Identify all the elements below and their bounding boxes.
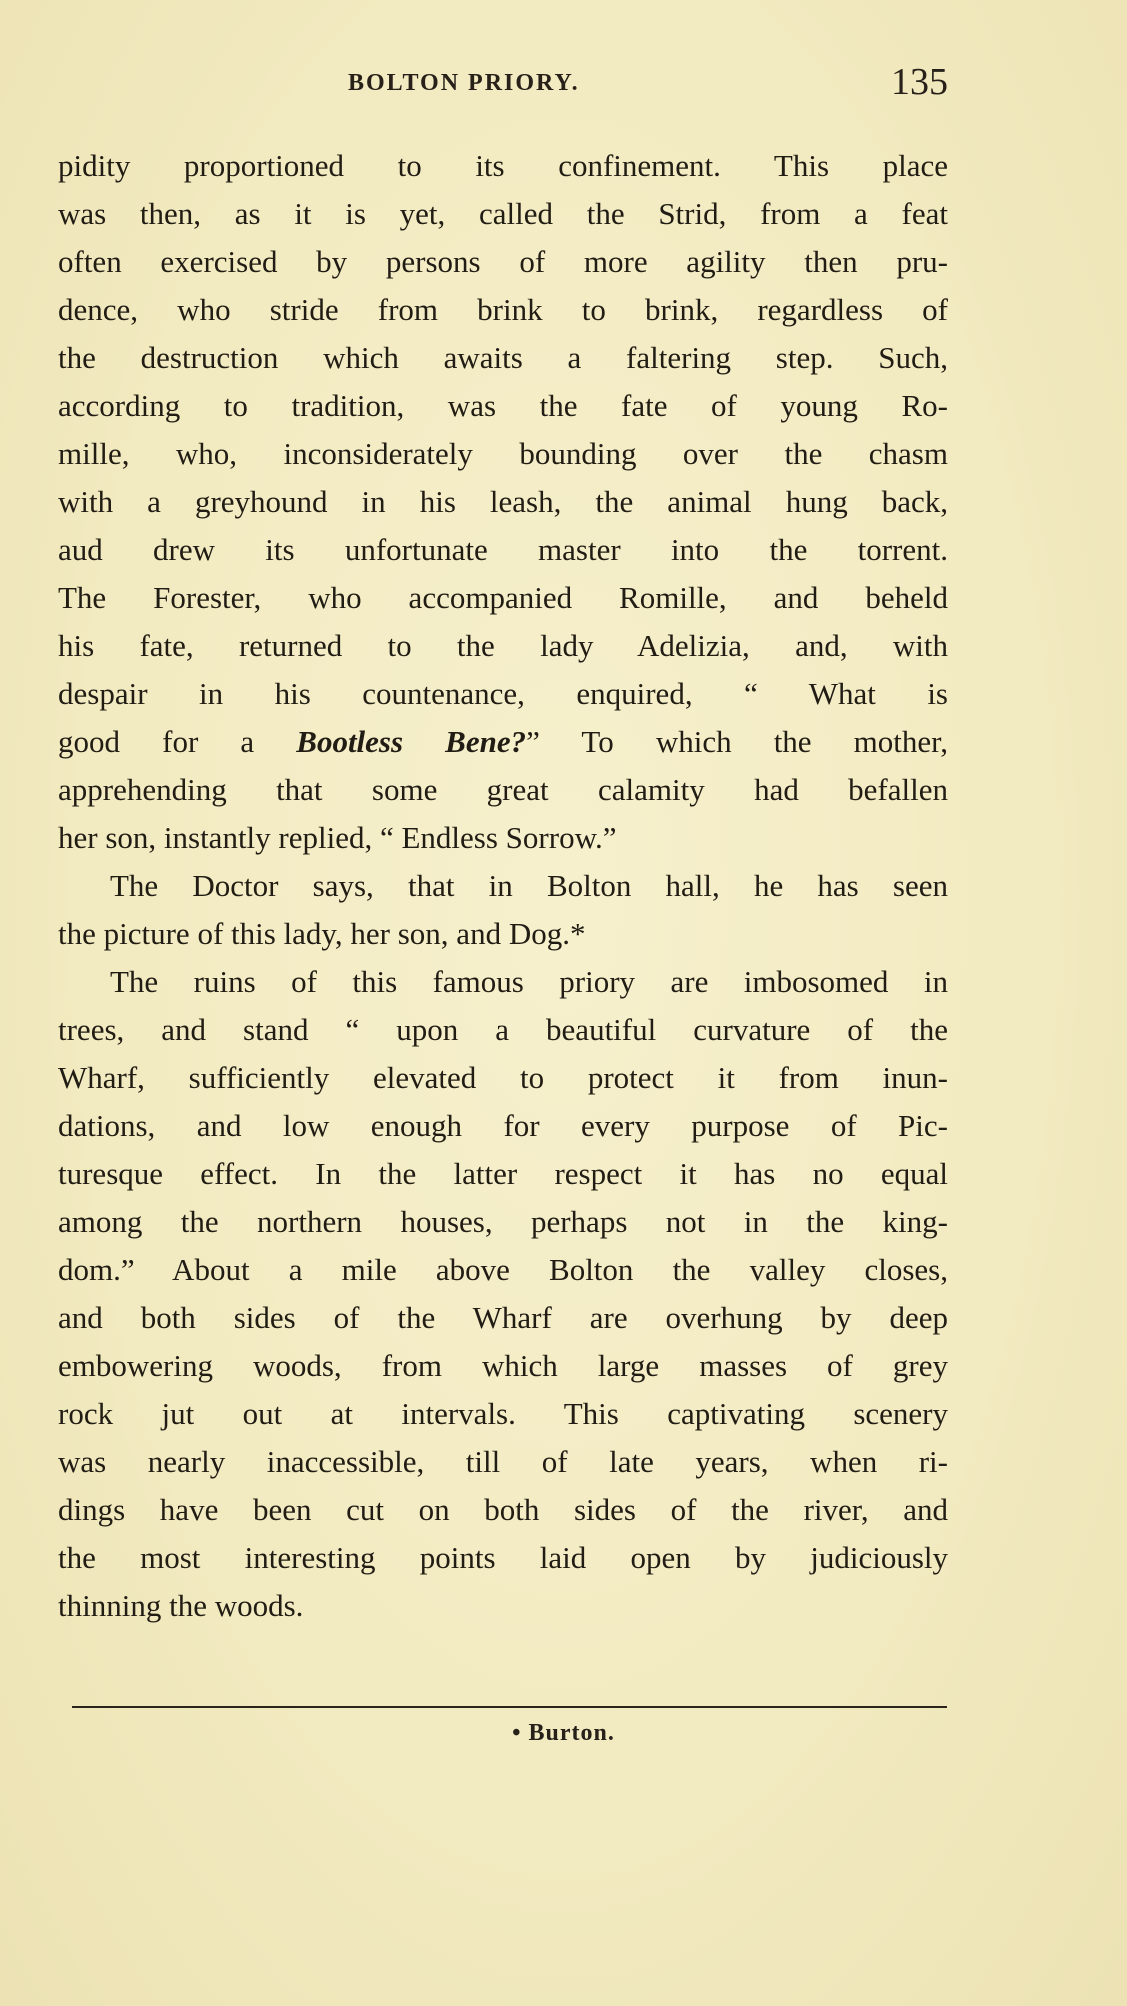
footnote: • Burton. bbox=[512, 1720, 615, 1746]
text-line: often exercised by persons of more agility then pru- bbox=[58, 244, 948, 279]
text-line: with a greyhound in his leash, the animal hung back, bbox=[58, 484, 948, 519]
text-line: Wharf, sufficiently elevated to protect it from inun- bbox=[58, 1060, 948, 1095]
text-line: aud drew its unfortunate master into the torrent. bbox=[58, 532, 948, 567]
text-line: rock jut out at intervals. This captivating scenery bbox=[58, 1396, 948, 1431]
text-line: according to tradition, was the fate of young Ro- bbox=[58, 388, 948, 423]
running-head: BOLTON PRIORY. bbox=[348, 70, 580, 96]
text-line: turesque effect. In the latter respect it has no equal bbox=[58, 1156, 948, 1191]
text-line: apprehending that some great calamity had befallen bbox=[58, 772, 948, 807]
text-line: and both sides of the Wharf are overhung by deep bbox=[58, 1300, 948, 1335]
text-line: dings have been cut on both sides of the river, and bbox=[58, 1492, 948, 1527]
body-text bbox=[58, 142, 948, 1630]
text-line: despair in his countenance, enquired, “ What is bbox=[58, 676, 948, 711]
text-line: among the northern houses, perhaps not in the king- bbox=[58, 1204, 948, 1239]
page-header bbox=[58, 60, 948, 110]
text-line: dence, who stride from brink to brink, regardless of bbox=[58, 292, 948, 327]
footnote-rule bbox=[72, 1706, 947, 1708]
text-line: embowering woods, from which large masses of grey bbox=[58, 1348, 948, 1383]
text-line: the picture of this lady, her son, and Dog.* bbox=[58, 916, 586, 951]
italic-title: Bootless Bene? bbox=[296, 724, 527, 759]
text-run: ” To which the mother, bbox=[526, 724, 948, 759]
text-line: her son, instantly replied, “ Endless Sorrow.” bbox=[58, 820, 617, 855]
text-line: trees, and stand “ upon a beautiful curvature of the bbox=[58, 1012, 948, 1047]
text-line: dom.” About a mile above Bolton the valley closes, bbox=[58, 1252, 948, 1287]
text-line: thinning the woods. bbox=[58, 1588, 304, 1623]
text-line: The Forester, who accompanied Romille, and beheld bbox=[58, 580, 948, 615]
text-line: the most interesting points laid open by judiciously bbox=[58, 1540, 948, 1575]
text-line: was nearly inaccessible, till of late years, when ri- bbox=[58, 1444, 948, 1479]
text-line: his fate, returned to the lady Adelizia, and, with bbox=[58, 628, 948, 663]
text-line: was then, as it is yet, called the Strid, from a feat bbox=[58, 196, 948, 231]
text-run: good for a bbox=[58, 724, 297, 759]
text-line: The ruins of this famous priory are imbosomed in bbox=[110, 964, 948, 999]
text-line: mille, who, inconsiderately bounding over the chasm bbox=[58, 436, 948, 471]
page-number: 135 bbox=[891, 61, 948, 103]
text-line: the destruction which awaits a faltering step. Such, bbox=[58, 340, 948, 375]
text-line: pidity proportioned to its confinement. This place bbox=[58, 148, 948, 183]
text-line bbox=[58, 718, 948, 766]
text-line: The Doctor says, that in Bolton hall, he has seen bbox=[110, 868, 948, 903]
text-line: dations, and low enough for every purpose of Pic- bbox=[58, 1108, 948, 1143]
